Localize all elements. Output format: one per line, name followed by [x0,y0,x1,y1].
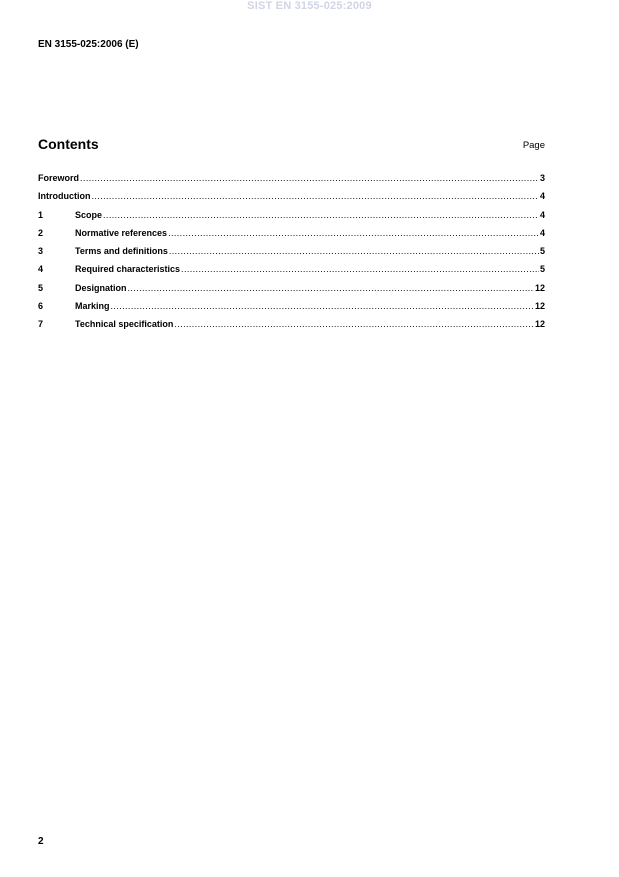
toc-entry-terms-and-definitions[interactable] [38,246,545,264]
toc-leader-dots [169,246,539,256]
toc-entry-title: Technical specification [75,319,174,330]
watermark: SIST EN 3155-025:2009 [247,0,372,12]
toc-entry-page: 4 [539,227,545,238]
toc-entry-title: Terms and definitions [75,246,168,257]
toc-entry-number: 2 [38,227,44,238]
toc-leader-dots [111,301,534,311]
toc-leader-dots [103,210,539,220]
toc-entry-scope[interactable] [38,210,545,228]
page-number: 2 [38,836,44,847]
toc-entry-foreword[interactable] [38,173,545,191]
toc-entry-page: 5 [539,264,545,275]
toc-entry-page: 12 [534,301,545,312]
toc-entry-required-characteristics[interactable] [38,264,545,282]
toc-entry-title: Required characteristics [75,264,181,275]
toc-entry-page: 3 [539,173,545,183]
toc-leader-dots [92,191,539,201]
document-id: EN 3155-025:2006 (E) [38,39,139,50]
toc-entry-page: 12 [534,282,545,293]
contents-title: Contents [38,136,99,152]
toc-entry-page: 12 [534,319,545,330]
toc-entry-normative-references[interactable] [38,228,545,246]
toc-entry-number: 7 [38,319,44,330]
toc-entry-designation[interactable] [38,283,545,301]
page-column-label: Page [522,140,545,151]
toc-leader-dots [168,228,539,238]
toc-entry-marking[interactable] [38,301,545,319]
toc-entry-title: Introduction [38,191,91,202]
toc-entry-page: 4 [539,191,545,202]
toc-entry-number: 5 [38,282,44,293]
toc-entry-technical-specification[interactable] [38,319,545,337]
toc-entry-title: Normative references [75,227,168,238]
toc-entry-number: 3 [38,246,44,257]
toc-entry-introduction[interactable] [38,191,545,209]
toc-entry-title: Marking [75,301,110,312]
toc-entry-number: 4 [38,264,44,275]
toc-entry-number: 6 [38,301,44,312]
toc-leader-dots [80,173,539,183]
toc-entry-title: Foreword [38,173,80,183]
toc-entry-title: Designation [75,282,127,293]
toc-leader-dots [181,264,539,274]
table-of-contents [38,173,545,338]
toc-entry-title: Scope [75,209,103,220]
toc-entry-page: 4 [539,209,545,220]
toc-entry-page: 5 [539,246,545,257]
toc-leader-dots [128,283,534,293]
toc-leader-dots [174,319,534,329]
toc-entry-number: 1 [38,209,44,220]
